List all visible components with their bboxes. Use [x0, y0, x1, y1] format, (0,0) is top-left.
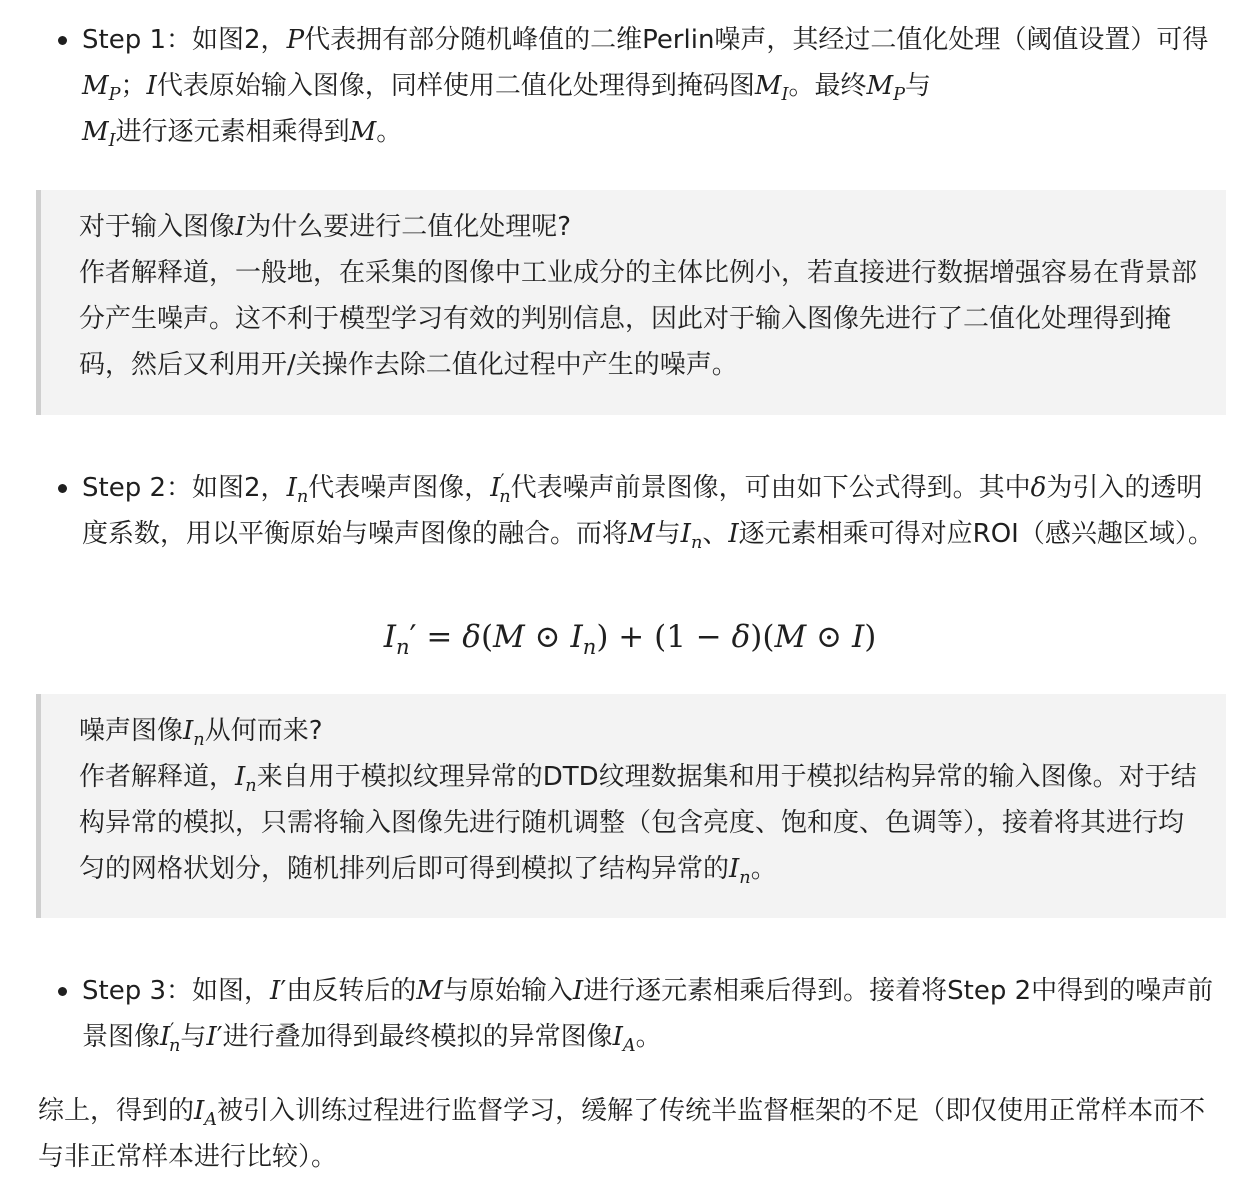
step1-bullet [58, 17, 1228, 155]
step1-text: Step 1：如图2，P代表拥有部分随机峰值的二维Perlin噪声，其经过二值化处理（阈值设置）可得$M_P$；I代表原始输入图像，同样使用二值化处理得到掩码图$M_I$。最终$M_P$与 $M_I$进行逐元素相乘得到M。 [82, 25, 1209, 152]
bullet-dot [58, 484, 67, 493]
quote-noise-source [36, 694, 1226, 918]
bullet-dot [58, 36, 67, 45]
step2-text: Step 2：如图2，$I_n$代表噪声图像，$I'_n$代表噪声前景图像，可由如下公式得到。其中δ为引入的透明度系数，用以平衡原始与噪声图像的融合。而将M与$I_n$、I逐元素相乘可得对应ROI（感兴趣区域）。 [82, 471, 1214, 554]
quote1-answer: 作者解释道，一般地，在采集的图像中工业成分的主体比例小，若直接进行数据增强容易在背景部分产生噪声。这不利于模型学习有效的判别信息，因此对于输入图像先进行了二值化处理得到掩码，然后又利用开/关操作去除二值化过程中产生的噪声。 [79, 258, 1198, 380]
bullet-dot [58, 987, 67, 996]
noise-foreground-formula: $I_n' = \delta(M$ ⊙ $I_n) + (1 - \delta)(M$ ⊙ I) [383, 619, 877, 660]
quote2-question: 噪声图像$I_n$从何而来? [79, 716, 323, 751]
step3-text: Step 3：如图，I′由反转后的M与原始输入I进行逐元素相乘后得到。接着将Step 2中得到的噪声前景图像$I'_n$与I′进行叠加得到最终模拟的异常图像$I_A$。 [82, 976, 1214, 1057]
quote2-answer: 作者解释道，$I_n$来自用于模拟纹理异常的DTD纹理数据集和用于模拟结构异常的输入图像。对于结构异常的模拟，只需将输入图像先进行随机调整（包含亮度、饱和度、色调等），接着将其进行均匀的网格状划分，随机排列后即可得到模拟了结构异常的$I_n$。 [79, 762, 1197, 889]
step3-bullet [58, 968, 1228, 1060]
quote1-question: 对于输入图像I为什么要进行二值化处理呢? [79, 212, 572, 242]
quote-binarization [36, 190, 1226, 415]
summary-paragraph: 综上，得到的$I_A$被引入训练过程进行监督学习，缓解了传统半监督框架的不足（即仅使用正常样本而不与非正常样本进行比较）。 [38, 1096, 1206, 1172]
step2-bullet [58, 465, 1228, 557]
